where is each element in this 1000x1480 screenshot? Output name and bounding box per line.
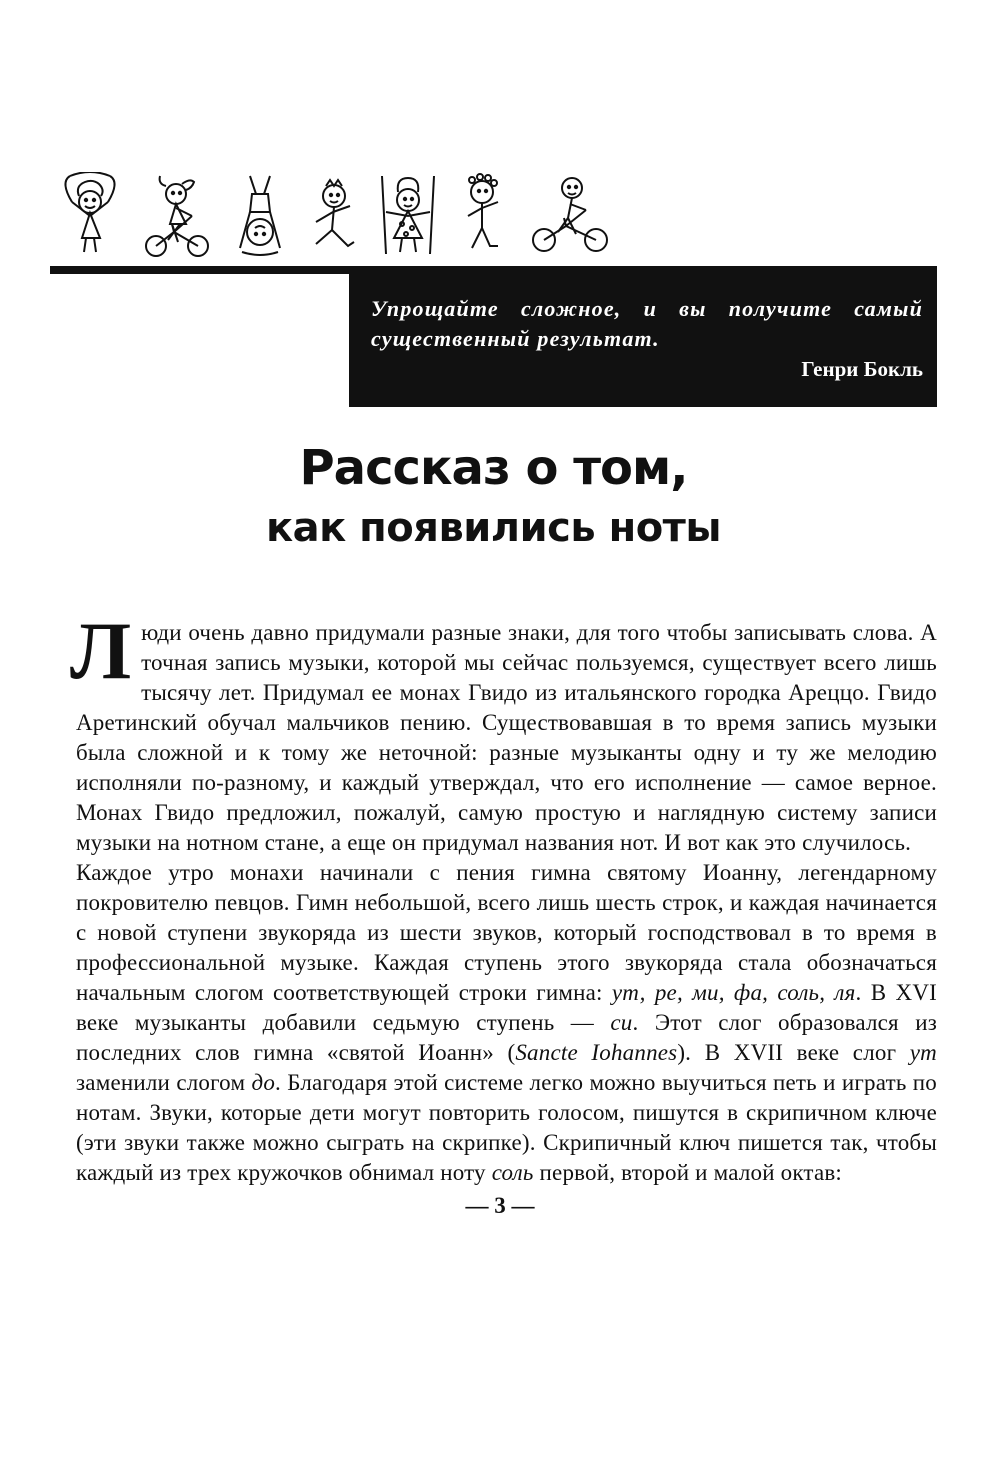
paragraph-2-text-d: ). В XVII веке слог xyxy=(677,1040,910,1065)
paragraph-2-text-c: . Этот слог образовался из последних слов гимна «святой Иоанн» ( xyxy=(76,1010,937,1065)
jumping-child-icon xyxy=(456,172,508,260)
paragraph-2-text-f: . Благодаря этой системе легко можно выучиться петь и играть по нотам. Звуки, которые дети могут повторить голосом, пишутся в скрипичном ключе (эти звуки также можно сыграть на скрипке). Скрипичный ключ пишется так, чтобы каждый из трех кружочков обнимал ноту xyxy=(76,1070,937,1185)
paragraph-2-text-e: заменили слогом xyxy=(76,1070,252,1095)
chapter-title xyxy=(50,440,937,556)
drop-cap: Л xyxy=(70,605,130,696)
syllable-do: до xyxy=(251,1070,276,1095)
swinging-girl-icon xyxy=(376,172,440,260)
paragraph-1 xyxy=(70,605,937,858)
paragraph-1-text: юди очень давно придумали разные знаки, для того чтобы записывать слова. А точная запись музыки, которой мы сейчас пользуемся, существует всего лишь тысячу лет. Придумал ее монах Гвидо из итальянского городка Ареццо. Гвидо Аретинский обучал мальчиков пению. Существовавшая в то время запись музыки была сложной и к тому же неточной: разные музыканты одну и ту же мелодию исполняли по-разному, и каждый утверждал, что его исполнение — самое верное. Монах Гвидо предложил, пожалуй, самую простую и наглядную систему записи музыки на нотном стане, а еще он придумал названия нот. И вот как это случилось. xyxy=(76,620,937,855)
header-doodles xyxy=(60,172,620,264)
syllable-si: си xyxy=(610,1010,633,1035)
cycling-girl-icon xyxy=(142,172,212,260)
latin-phrase: Sancte Iohannes xyxy=(515,1040,678,1065)
handstand-child-icon xyxy=(232,172,288,260)
syllable-ut: ут xyxy=(909,1040,937,1065)
cycling-boy-icon xyxy=(530,172,610,260)
paragraph-2-text-a: Каждое утро монахи начинали с пения гимна святому Иоанну, легендарному покровителю певцов. Гимн небольшой, всего лишь шесть строк, и каждая начинается с новой ступени звукоряда из шести звуков, который господствовал в то время в профессиональной музыке. Каждая ступень этого звукоряда стала обозначаться начальным слогом соответствующей строки гимна: xyxy=(76,860,937,1005)
chapter-title-line-1: Рассказ о том, xyxy=(299,440,688,496)
paragraph-2-text-g: первой, второй и малой октав: xyxy=(533,1160,843,1185)
paragraph-2 xyxy=(76,858,937,1188)
chapter-title-line-2: как появились ноты xyxy=(265,505,722,551)
epigraph-box xyxy=(349,270,937,407)
epigraph-text: Упрощайте сложное, и вы получите самый существенный результат. xyxy=(371,296,923,351)
paragraph-2-text-b: . В XVI веке музыканты добавили седьмую ступень — xyxy=(76,980,937,1035)
note-syllables: ут, ре, ми, фа, соль, ля xyxy=(611,980,856,1005)
note-sol: соль xyxy=(491,1160,534,1185)
epigraph-author: Генри Бокль xyxy=(801,357,923,381)
running-boy-icon xyxy=(304,172,360,260)
skipping-rope-girl-icon xyxy=(60,172,120,260)
body-text xyxy=(70,605,937,1188)
page-number: — 3 — xyxy=(465,1193,535,1218)
